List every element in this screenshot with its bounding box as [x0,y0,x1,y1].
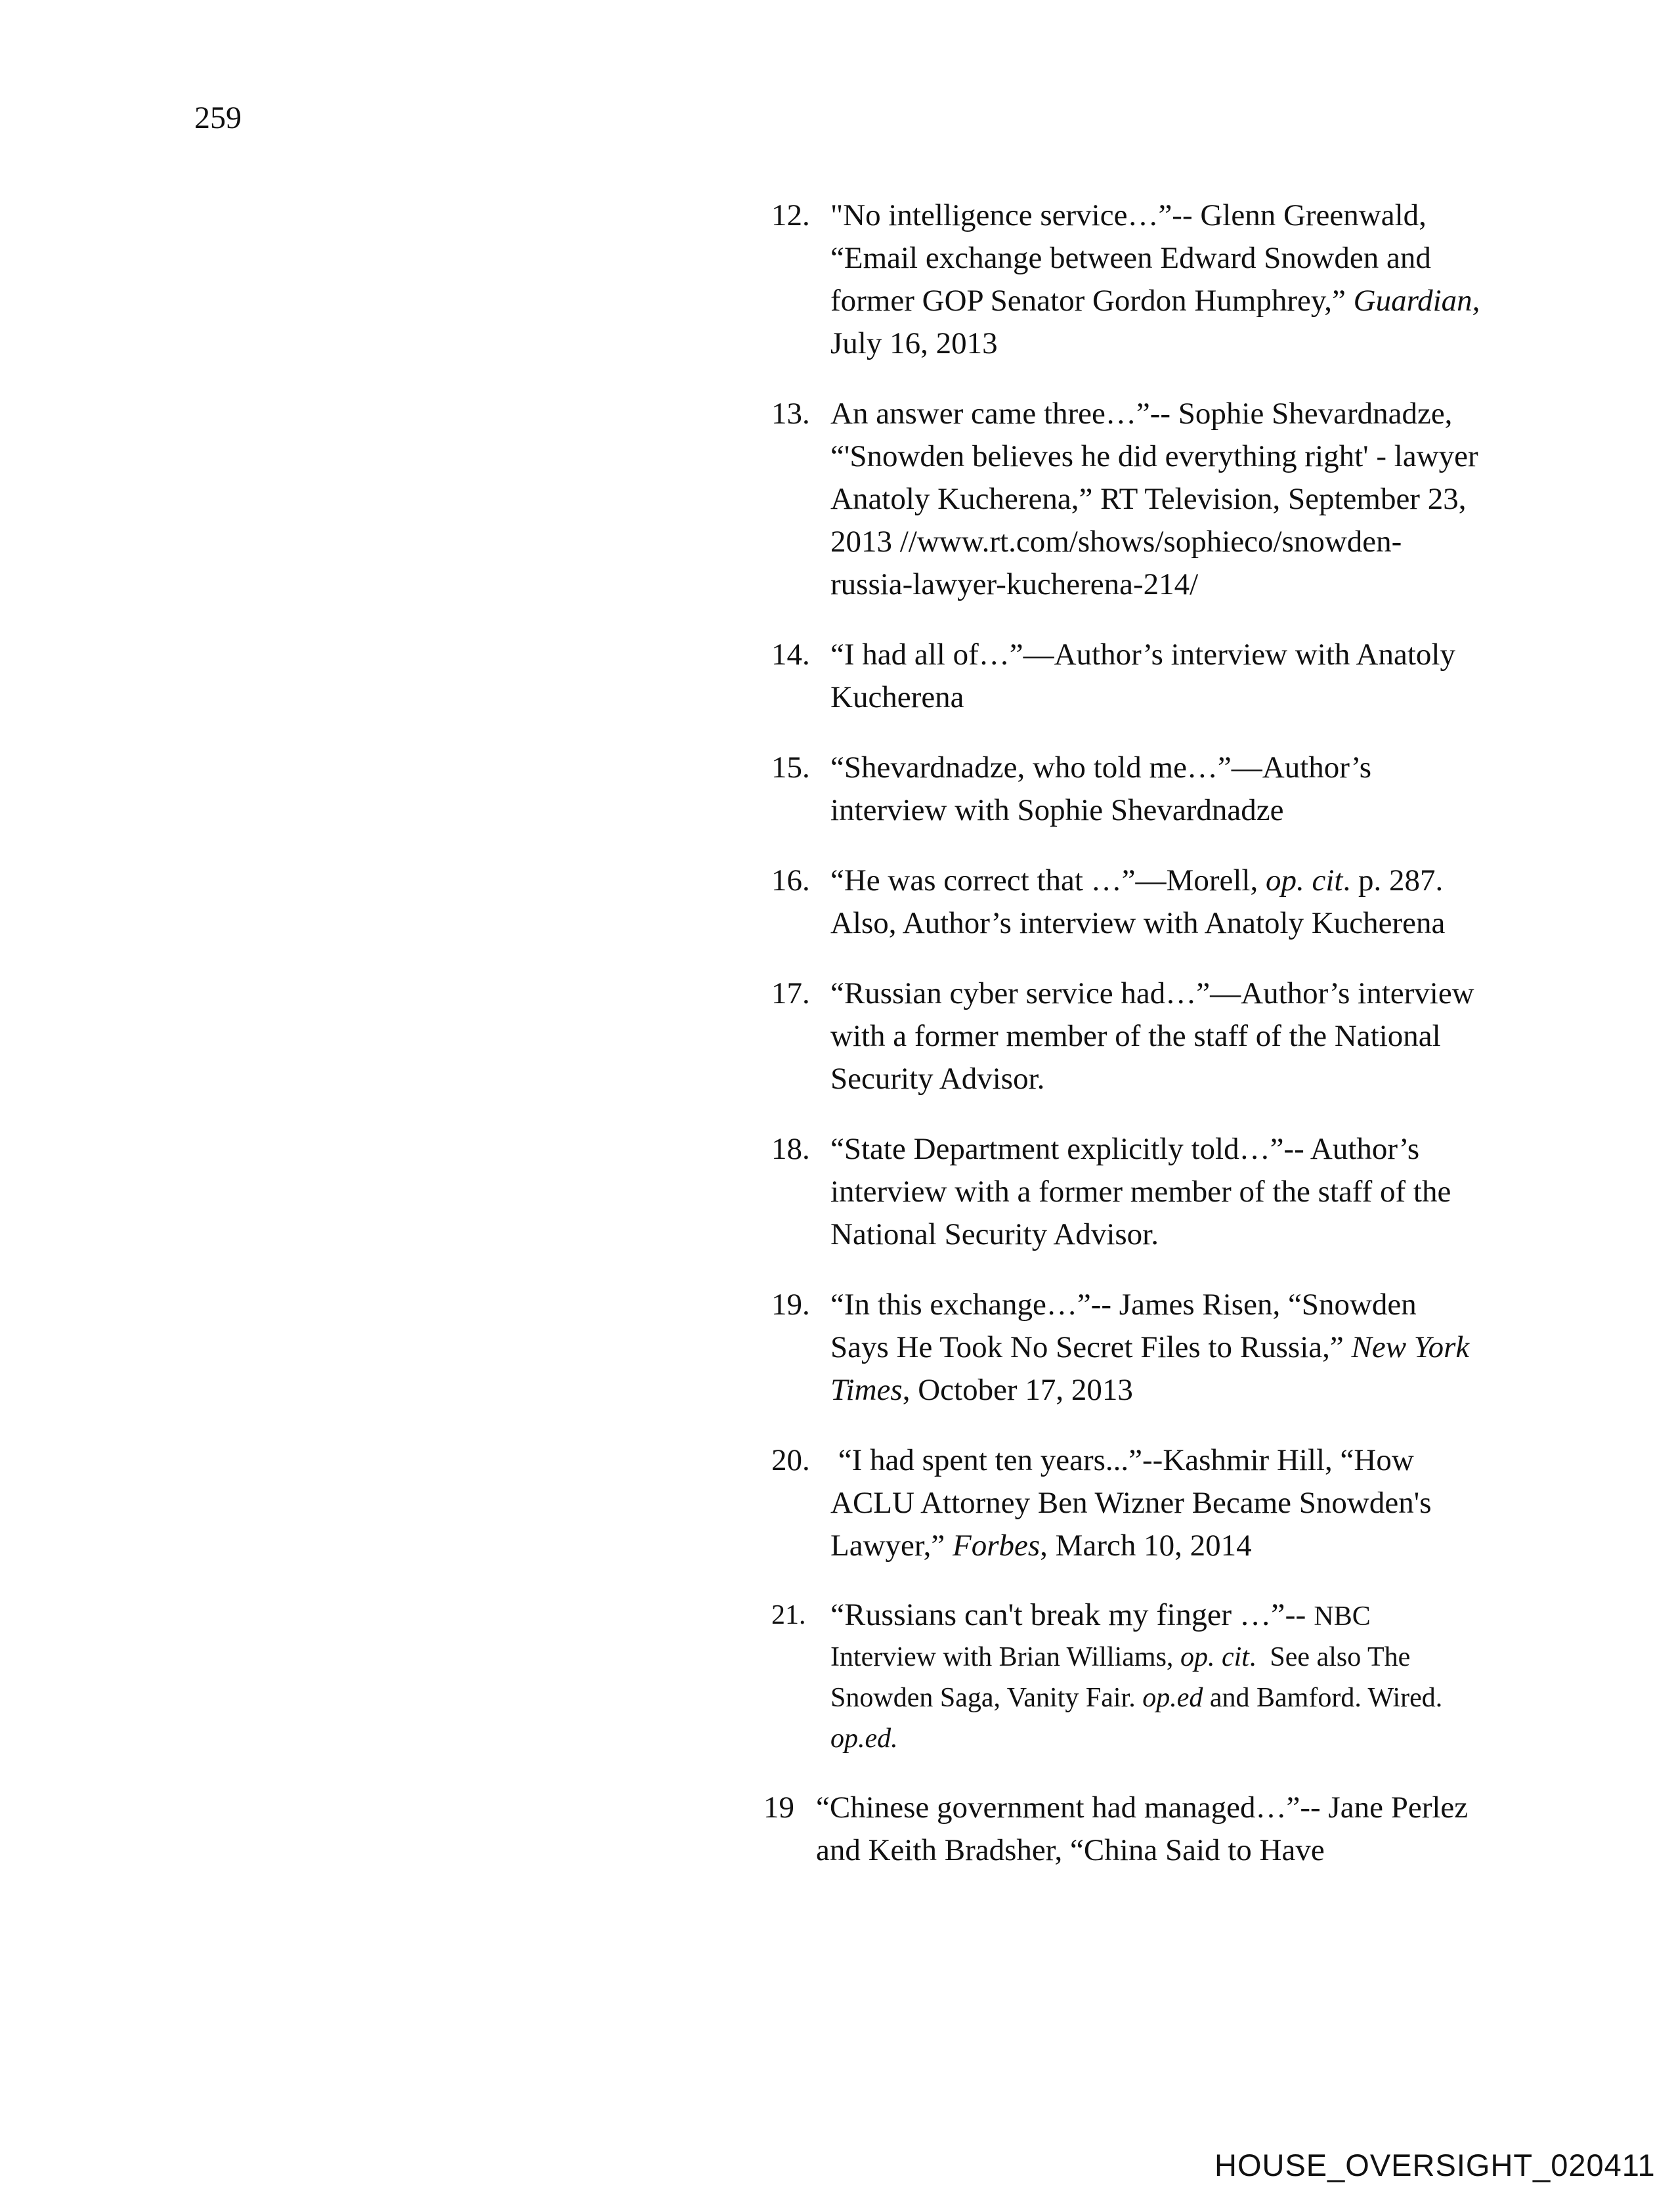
endnote-segment: “I had spent ten years...”--Kashmir Hill, “How ACLU Attorney Ben Wizner Became Snowden's Lawyer,” [830,1443,1440,1563]
endnote-item [771,1595,1480,1759]
endnote-italic-segment: Guardian, [1353,284,1480,318]
endnote-number: 12. [771,198,810,232]
endnote-segment: , March 10, 2014 [1040,1529,1252,1563]
endnote-text [830,634,1480,719]
endnote-text [830,1595,1480,1759]
endnote-text [830,859,1480,945]
endnote-number: 15. [771,750,810,785]
endnote-segment: “He was correct that …”—Morell, [830,863,1266,898]
endnote-item [771,634,1480,719]
endnote-segment: . p. 287. Also, Author’s interview with Anatoly Kucherena [830,863,1457,940]
endnote-text [830,393,1484,606]
endnote-segment: “Russians can't break my finger …”-- [830,1597,1314,1632]
endnote-text [830,972,1480,1100]
endnote-segment: An answer came three…”-- Sophie Shevardnadze, “'Snowden believes he did everything right' - lawyer Anatoly Kucherena,” RT Television, September 23, 2013 //www.rt.com/shows/sophieco/snowden-russia-lawyer-kucherena-214/ [830,397,1484,601]
endnote-number: 21. [771,1600,806,1630]
endnote-italic-segment: New York Times [830,1330,1478,1407]
endnote-item [771,972,1480,1100]
endnote-number: 19 [763,1790,794,1825]
endnote-segment: “In this exchange…”-- James Risen, “Snowden Says He Took No Secret Files to Russia,” [830,1288,1425,1364]
endnote-number: 14. [771,638,810,672]
endnote-item [763,1787,1480,1872]
endnote-item [771,1284,1480,1412]
endnote-segment: July 16, 2013 [830,284,1488,360]
endnote-item [771,1128,1480,1256]
endnote-item [771,1439,1480,1567]
endnote-segment: NBC Interview with Brian Williams, [830,1601,1378,1672]
endnote-segment: and Bamford. Wired. [1203,1683,1449,1713]
endnotes-list [763,194,1488,1899]
endnote-item [771,747,1480,832]
endnote-number: 19. [771,1288,810,1322]
page-number: 259 [194,100,242,135]
endnote-italic-segment: op. cit [1265,863,1343,898]
endnote-number: 13. [771,397,810,431]
endnote-item [771,393,1484,606]
endnote-segment: . See also The Snowden Saga, Vanity Fair. [830,1642,1417,1713]
endnote-item [771,859,1480,945]
endnote-segment: “I had all of…”—Author’s interview with Anatoly Kucherena [830,638,1463,714]
endnote-italic-segment: Forbes [953,1529,1041,1563]
endnote-text [830,747,1480,832]
endnote-text [830,1284,1480,1412]
endnote-italic-segment: op.ed. [830,1724,898,1754]
endnote-number: 20. [771,1443,810,1477]
endnote-segment: “Shevardnadze, who told me…”—Author’s interview with Sophie Shevardnadze [830,750,1379,827]
endnote-number: 16. [771,863,810,898]
endnote-segment: “Chinese government had managed…”-- Jane Perlez and Keith Bradsher, “China Said to Have [816,1790,1476,1867]
endnote-segment: "No intelligence service…”-- Glenn Greenwald, “Email exchange between Edward Snowden and former GOP Senator Gordon Humphrey,” [830,198,1439,318]
endnote-text [830,1439,1480,1567]
endnote-segment: “State Department explicitly told…”-- Author’s interview with a former member of the staff of the National Security Advisor. [830,1132,1459,1251]
endnote-number: 17. [771,976,810,1010]
endnote-number: 18. [771,1132,810,1166]
bates-number: HOUSE_OVERSIGHT_020411 [1214,2148,1656,2182]
endnote-segment: , October 17, 2013 [902,1373,1133,1407]
endnote-italic-segment: op.ed [1142,1683,1203,1713]
endnote-text [830,1128,1480,1256]
endnote-item [771,194,1488,365]
endnote-text [830,194,1488,365]
endnote-italic-segment: op. cit [1180,1642,1249,1672]
endnote-segment: “Russian cyber service had…”—Author’s interview with a former member of the staff of the National Security Advisor. [830,976,1482,1096]
endnote-text [816,1787,1480,1872]
